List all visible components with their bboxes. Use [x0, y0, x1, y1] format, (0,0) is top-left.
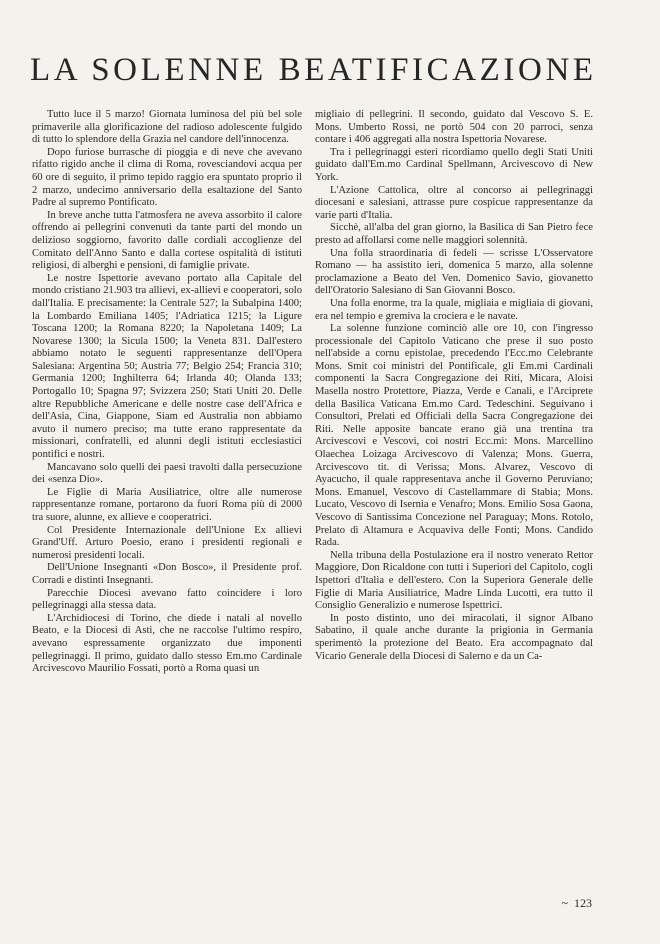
paragraph: Parecchie Diocesi avevano fatto coincidere i loro pellegrinaggi alla stessa data.	[32, 587, 302, 612]
paragraph: migliaio di pellegrini. Il secondo, guidato dal Vescovo S. E. Mons. Umberto Rossi, ne portò 504 con 20 parroci, senza contare i 406 aggregati alla nostra Ispettoria Novarese.	[315, 109, 593, 146]
paragraph: Nella tribuna della Postulazione era il nostro venerato Rettor Maggiore, Don Ricaldone con tutti i Superiori del Capitolo, cogli Ispettori d'Italia e dell'estero. Con la Superiora Generale delle Figlie di Maria Ausiliatrice, Madre Linda Lucotti, era tutto il Consiglio Generalizio e numerose Ispettrici.	[315, 549, 593, 612]
paragraph: L'Archidiocesi di Torino, che diede i natali al novello Beato, e la Diocesi di Asti, che ne raccolse l'ultimo respiro, avevano espressamente organizzato due imponenti pellegrinaggi. Il primo, guidato dallo stesso Em.mo Cardinale Arcivescovo Maurilio Fossati, portò a Roma quasi un	[32, 612, 302, 675]
right-column	[315, 109, 593, 663]
paragraph: In breve anche tutta l'atmosfera ne aveva assorbito il calore offrendo ai pellegrini convenuti da tante parti del mondo un delizioso soggiorno, favorito dalle cordiali accoglienze del Comitato dell'Anno Santo e dalla cortese ospitalità di istituti religiosi, di alberghi e pensioni, di famiglie private.	[32, 209, 302, 272]
paragraph: La solenne funzione cominciò alle ore 10, con l'ingresso processionale del Capitolo Vaticano che prese il suo posto nell'abside a cornu epistolae, precedendo l'Ecc.mo Celebrante Mons. Smit coi ministri del Pontificale, gli Em.mi Cardinali componenti la Sacra Congregazione dei Riti, Micara, Aloisi Masella nostro Protettore, Piazza, Verde e Canali, e l'Arciprete della Basilica Vaticana Em.mo Card. Tedeschini. Seguivano i Consultori, Prelati ed Officiali della Sacra Congregazione dei Riti. Nelle apposite bancate erano già una trentina tra Arcivescovi e Vescovi, coi nostri Ecc.mi: Mons. Marcellino Olaechea Loizaga Arcivescovo di Valenza; Mons. Guerra, Arcivescovo tit. di Verissa; Mons. Alvarez, Vescovo di Ayacucho, il quale rappresentava anche il Governo Peruviano; Mons. Emanuel, Vescovo di Castellammare di Stabia; Mons. Lucato, Vescovo di Isernia e Venafro; Mons. Emilio Sosa Gaona, Vescovo di Santissima Concezione nel Paraguay; Mons. Rotolo, Prelato di Altamura e Acquaviva delle Fonti; Mons. Candido Rada.	[315, 323, 593, 549]
paragraph: L'Azione Cattolica, oltre al concorso ai pellegrinaggi diocesani e salesiani, attrasse pure cospicue rappresentanze da varie parti d'Italia.	[315, 184, 593, 221]
paragraph: Le nostre Ispettorie avevano portato alla Capitale del mondo cristiano 21.903 tra allievi, ex-allievi e cooperatori, solo dall'Italia. E precisamente: la Centrale 527; la Subalpina 1400; la Lombardo Emiliana 1405; l'Adriatica 1215; la Ligure Toscana 1200; la Romana 8220; la Napoletana 1409; La Novarese 1300; la Sicula 1500; la Veneta 831. Dall'estero abbiamo notato le seguenti rappresentanze dell'Opera Salesiana: Argentina 50; Austria 77; Belgio 254; Francia 310; Germania 1200; Inghilterra 64; Irlanda 40; Olanda 133; Portogallo 10; Spagna 97; Svizzera 250; Stati Uniti 20. Delle altre Repubbliche Americane e delle nostre case dell'Africa e dell'Asia, Cina, Giappone, Siam ed Australia non abbiamo avuto il numero preciso; ma tutte erano rappresentate da missionari, confratelli, ed alunni degli istituti ecclesiastici pontifici e nostri.	[32, 272, 302, 461]
paragraph: Tra i pellegrinaggi esteri ricordiamo quello degli Stati Uniti guidato dall'Em.mo Cardinal Spellmann, Arcivescovo di New York.	[315, 146, 593, 183]
page-dash: ~	[561, 896, 568, 910]
paragraph: Mancavano solo quelli dei paesi travolti dalla persecuzione dei «senza Dio».	[32, 461, 302, 486]
page-title: LA SOLENNE BEATIFICAZIONE	[30, 52, 597, 88]
paragraph: Tutto luce il 5 marzo! Giornata luminosa del più bel sole primaverile alla glorificazione del radioso adolescente fulgido di tutto lo splendore della Grazia nel candore dell'innocenza.	[32, 109, 302, 146]
paragraph: Sicchè, all'alba del gran giorno, la Basilica di San Pietro fece presto ad affollarsi come nelle maggiori solennità.	[315, 222, 593, 246]
paragraph: Le Figlie di Maria Ausiliatrice, oltre alle numerose rappresentanze romane, portarono da fuori Roma più di 2000 tra suore, alunne, ex allieve e cooperatrici.	[32, 486, 302, 523]
page-number	[562, 896, 593, 911]
paragraph: In posto distinto, uno dei miracolati, il signor Albano Sabatino, il quale anche durante la prigionia in Germania sperimentò la protezione del Beato. Era accompagnato dal Vicario Generale della Diocesi di Salerno e da un Ca-	[315, 612, 593, 662]
paragraph: Dopo furiose burrasche di pioggia e di neve che avevano rifatto rigido anche il clima di Roma, rovesciandovi acqua per 60 ore di seguito, il primo tepido raggio era spuntato proprio il 2 marzo, undecimo anniversario della esaltazione del Santo Padre al supremo Pontificato.	[32, 146, 302, 209]
left-column	[32, 109, 302, 676]
paragraph: Col Presidente Internazionale dell'Unione Ex allievi Grand'Uff. Arturo Poesio, erano i presidenti regionali e numerosi presidenti locali.	[32, 524, 302, 561]
paragraph: Dell'Unione Insegnanti «Don Bosco», il Presidente prof. Corradi e distinti Insegnanti.	[32, 562, 302, 586]
page-number-value: 123	[574, 896, 592, 910]
paragraph: Una folla enorme, tra la quale, migliaia e migliaia di giovani, era nel tempio e gremiva la crociera e le navate.	[315, 297, 593, 322]
paragraph: Una folla straordinaria di fedeli — scrisse L'Osservatore Romano — ha assistito ieri, domenica 5 marzo, alla solenne proclamazione a Beato del Ven. Domenico Savio, giovanetto dell'Oratorio Salesiano di San Giovanni Bosco.	[315, 247, 593, 297]
